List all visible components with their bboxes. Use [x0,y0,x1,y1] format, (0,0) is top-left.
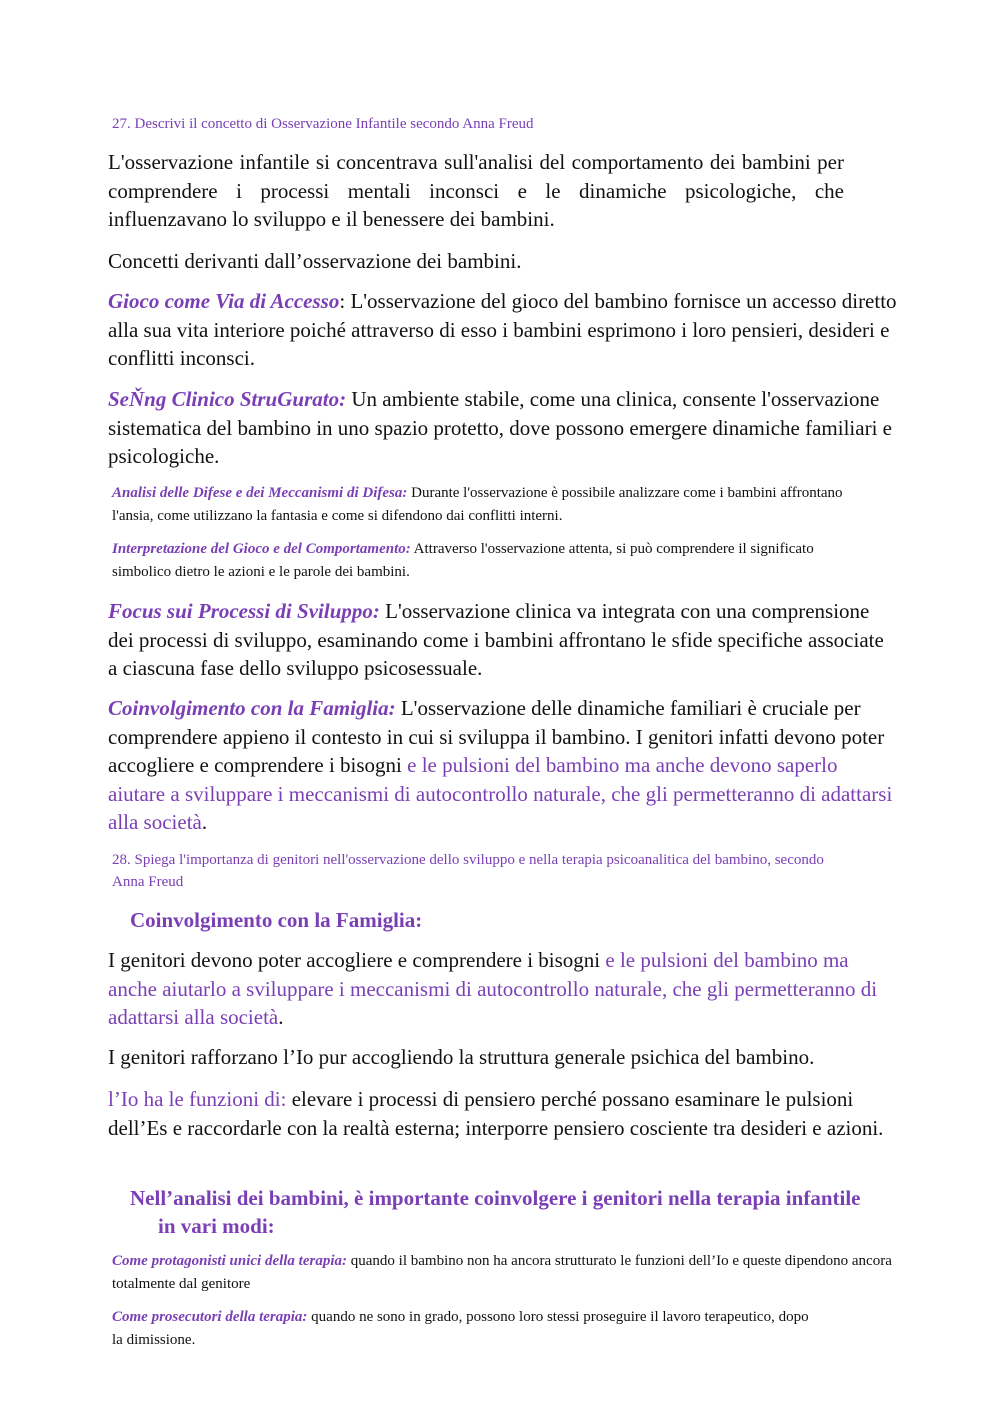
term-text: : L'osservazione del gioco del bambino fornisce un accesso diretto alla sua vita interiore poiché attraverso di esso i bambini esprimono i loro pensieri, desideri e conflitti inconsci. [108,289,897,370]
question-28 [112,849,832,893]
term-text: Un ambiente stabile, come una clinica, consente l'osservazione sistematica del bambino in uno spazio protetto, dove possono emergere dinamiche familiari e psicologiche. [108,387,892,468]
term-label: Analisi delle Difese e dei Meccanismi di Difesa: [112,485,408,501]
paragraph-famiglia [108,694,898,837]
highlighted-text: e le pulsioni del bambino ma anche aiutarlo a sviluppare i meccanismi di autocontrollo naturale, che gli permetteranno di adattarsi alla società [108,948,878,1029]
term-text: quando ne sono in grado, possono loro stessi proseguire il lavoro terapeutico, dopo la dimissione. [112,1309,809,1348]
term-label: SeŇng Clinico StruGurato: [108,387,347,411]
paragraph-setting [108,385,898,471]
heading-analisi: Nell’analisi dei bambini, è importante coinvolgere i genitori nella terapia infantile in vari modi: [130,1186,861,1238]
paragraph-io-funzioni [108,1085,888,1142]
question-number: 28. [112,852,131,868]
question-number: 27. [112,116,131,132]
paragraph-genitori [108,946,888,1032]
term-label: Interpretazione del Gioco e del Comportamento: [112,541,411,557]
term-text: quando il bambino non ha ancora strutturato le funzioni dell’Io e queste dipendono ancora totalmente dal genitore [112,1253,892,1292]
heading-famiglia: Coinvolgimento con la Famiglia: [130,908,423,932]
concepts-title: Concetti derivanti dall’osservazione dei bambini. [108,249,522,273]
end-punct: . [278,1005,284,1029]
paragraph-io: I genitori rafforzano l’Io pur accogliendo la struttura generale psichica del bambino. [108,1045,815,1069]
paragraph-focus [108,597,898,683]
end-punct: . [201,810,208,834]
paragraph-protagonisti [112,1250,902,1295]
term-text: elevare i processi di pensiero perché possano esaminare le pulsioni dell’Es e raccordarle con la realtà esterna; interporre pensiero cosciente tra desideri e azioni. [108,1087,884,1140]
highlighted-text: e le pulsioni del bambino ma anche devono saperlo aiutare a sviluppare i meccanismi di autocontrollo naturale, che gli permetteranno di adattarsi alla società [108,753,893,834]
term-text: Durante l'osservazione è possibile analizzare come i bambini affrontano l'ansia, come utilizzano la fantasia e come si difendono dai conflitti interni. [112,485,843,524]
paragraph-interpretazione [112,538,872,583]
term-label: l’Io ha le funzioni di: [108,1087,287,1111]
paragraph-analisi [112,482,862,527]
body-text: I genitori devono poter accogliere e comprendere i bisogni [108,948,606,972]
term-label: Come prosecutori della terapia: [112,1309,308,1325]
question-27 [112,114,932,134]
term-label: Coinvolgimento con la Famiglia: [108,696,396,720]
term-label: Come protagonisti unici della terapia: [112,1253,348,1269]
paragraph-gioco [108,287,898,373]
intro-paragraph: L'osservazione infantile si concentrava sull'analisi del comportamento dei bambini per comprendere i processi mentali inconsci e le dinamiche psicologiche, che influenzavano lo sviluppo e il benessere dei bambini. [108,150,844,231]
question-text: Spiega l'importanza di genitori nell'osservazione dello sviluppo e nella terapia psicoanalitica del bambino, secondo Anna Freud [112,852,824,890]
term-text: Attraverso l'osservazione attenta, si può comprendere il significato simbolico dietro le azioni e le parole dei bambini. [112,541,814,580]
paragraph-prosecutori [112,1306,812,1351]
term-text: L'osservazione delle dinamiche familiari è cruciale per comprendere appieno il contesto in cui si sviluppa il bambino. I genitori infatti devono poter accogliere e comprendere i bisogni [108,696,885,777]
term-label: Gioco come Via di Accesso [108,289,340,313]
term-label: Focus sui Processi di Sviluppo: [108,599,380,623]
question-text: Descrivi il concetto di Osservazione Infantile secondo Anna Freud [134,116,534,132]
term-text: L'osservazione clinica va integrata con una comprensione dei processi di sviluppo, esaminando come i bambini affrontano le sfide specifiche associate a ciascuna fase dello sviluppo psicosessuale. [108,599,884,680]
